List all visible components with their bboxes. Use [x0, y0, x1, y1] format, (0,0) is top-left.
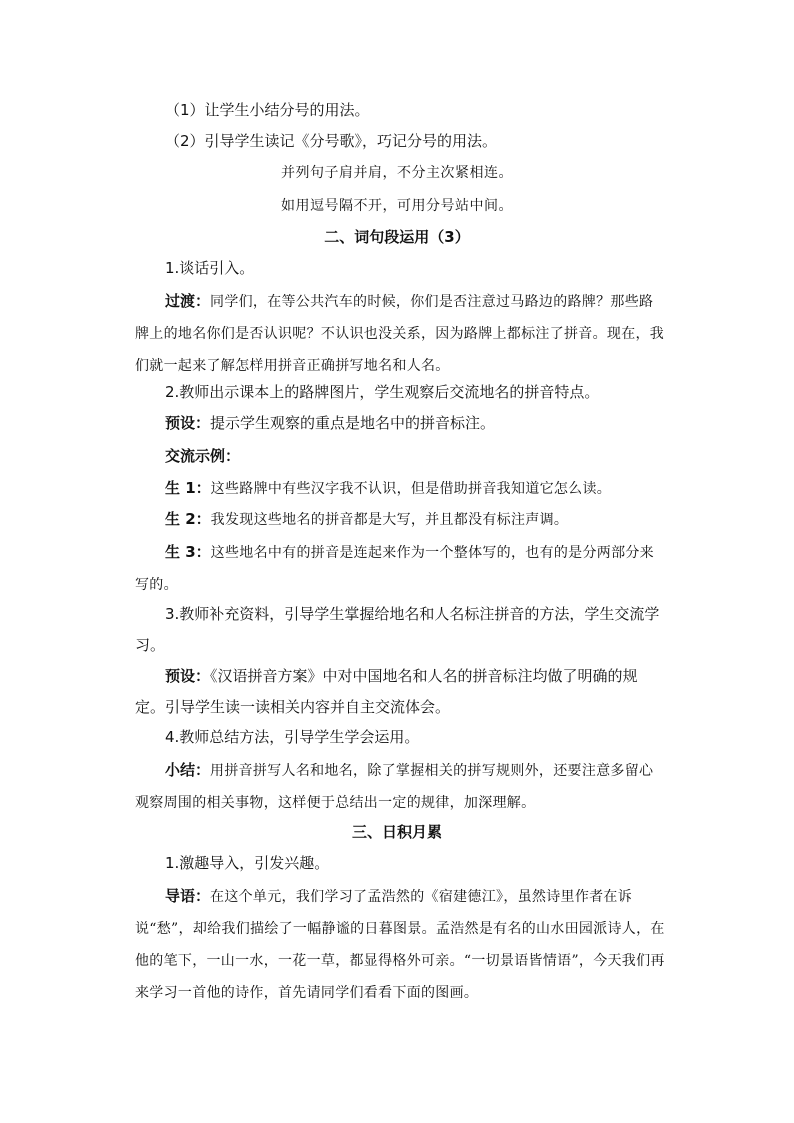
jiaoliu-label: 交流示例：	[165, 447, 241, 465]
step-3: 3.教师补充资料，引导学生掌握给地名和人名标注拼音的方法，学生交流学习。	[135, 605, 660, 654]
item-1: （1）让学生小结分号的用法。	[165, 101, 370, 119]
label-sheng-1: 生 1：	[165, 479, 211, 497]
step-1: 1.谈话引入。	[165, 259, 255, 277]
step-5: 1.激趣导入，引发兴趣。	[165, 854, 330, 872]
student-2	[165, 509, 568, 530]
text-yushe-1: 提示学生观察的重点是地名中的拼音标注。	[210, 414, 496, 432]
text-guodu: 同学们，在等公共汽车的时候，你们是否注意过马路边的路牌？那些路牌上的地名你们是否认识呢？不认识也没关系，因为路牌上都标注了拼音。现在，我们就一起来了解怎样用拼音正确拼写地名和人名。	[135, 294, 665, 374]
label-xiaojie: 小结：	[165, 761, 211, 779]
label-yushe-2: 预设：	[165, 667, 211, 685]
paragraph-xiaojie	[135, 755, 665, 819]
item-2: （2）引导学生读记《分号歌》，巧记分号的用法。	[165, 132, 498, 150]
section-heading-3: 三、日积月累	[351, 823, 442, 841]
label-daoyu: 导语：	[165, 887, 211, 905]
paragraph-daoyu	[135, 881, 665, 1009]
label-sheng-3: 生 3：	[165, 543, 211, 561]
student-1	[165, 478, 611, 499]
student-3	[135, 537, 665, 601]
label-guodu: 过渡：	[165, 292, 211, 310]
text-yushe-2: 《汉语拼音方案》中对中国地名和人名的拼音标注均做了明确的规定。引导学生读一读相关内容并自主交流体会。	[135, 667, 638, 716]
label-sheng-2: 生 2：	[165, 510, 211, 528]
yushe-1	[165, 413, 495, 433]
poem-line-2: 如用逗号隔不开，可用分号站中间。	[281, 198, 513, 214]
step-4: 4.教师总结方法，引导学生学会运用。	[165, 728, 420, 746]
text-sheng-3: 这些地名中有的拼音是连起来作为一个整体写的，也有的是分两部分来写的。	[135, 545, 654, 593]
text-xiaojie: 用拼音拼写人名和地名，除了掌握相关的拼写规则外，还要注意多留心观察周围的相关事物，这样便于总结出一定的规律，加深理解。	[135, 763, 654, 811]
label-yushe-1: 预设：	[165, 414, 211, 432]
poem-line-1: 并列句子肩并肩，不分主次紧相连。	[281, 165, 513, 181]
yushe-2	[135, 661, 665, 723]
text-daoyu: 在这个单元，我们学习了孟浩然的《宿建德江》，虽然诗里作者在诉说“愁”，却给我们描绘了一幅静谧的日暮图景。孟浩然是有名的山水田园派诗人，在他的笔下，一山一水，一花一草，都显得格外可亲。“一切景语皆情语”，今天我们再来学习一首他的诗作，首先请同学们看看下面的图画。	[135, 889, 665, 1001]
text-sheng-2: 我发现这些地名的拼音都是大写，并且都没有标注声调。	[210, 512, 569, 528]
paragraph-guodu	[135, 286, 665, 382]
step-2: 2.教师出示课本上的路牌图片，学生观察后交流地名的拼音特点。	[165, 383, 600, 401]
text-sheng-1: 这些路牌中有些汉字我不认识，但是借助拼音我知道它怎么读。	[210, 481, 612, 497]
section-heading-2: 二、词句段运用（3）	[324, 228, 470, 246]
